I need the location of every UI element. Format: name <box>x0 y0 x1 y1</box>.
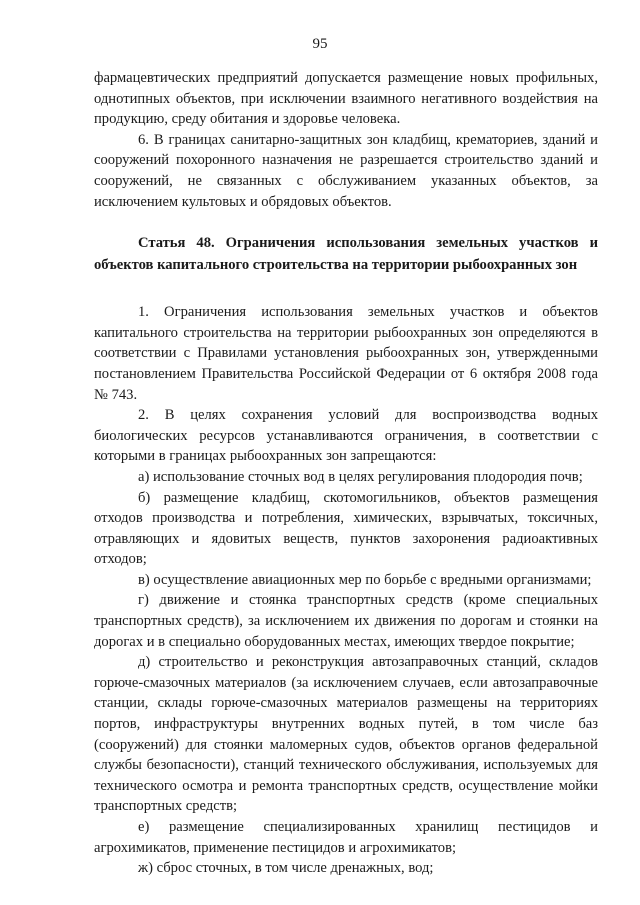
paragraph-item-1: 1. Ограничения использования земельных участков и объектов капитального строительства на территории рыбоохранных зон определяются в соответствии с Правилами установления рыбоохранных зон, утвержденными постановлением Правительства Российской Федерации от 6 октября 2008 года № 743. <box>94 304 598 403</box>
list-item-g: г) движение и стоянка транспортных средств (кроме специальных транспортных средств), за исключением их движения по дорогам и стоянки на дорогах и в специально оборудованных местах, имеющих твердое покрытие; <box>94 592 598 650</box>
paragraph-continuation: фармацевтических предприятий допускается размещение новых профильных, однотипных объектов, при исключении взаимного негативного воздействия на продукцию, среду обитания и здоровье человека. <box>94 70 598 128</box>
list-item-v: в) осуществление авиационных мер по борьбе с вредными организмами; <box>138 571 592 588</box>
paragraph-item-2: 2. В целях сохранения условий для воспроизводства водных биологических ресурсов устанавливаются ограничения, в соответствии с которыми в границах рыбоохранных зон запрещаются: <box>94 407 598 465</box>
list-item-zh: ж) сброс сточных, в том числе дренажных, вод; <box>138 860 434 877</box>
list-item-a: а) использование сточных вод в целях регулирования плодородия почв; <box>138 468 583 485</box>
paragraph-item-6: 6. В границах санитарно-защитных зон кладбищ, крематориев, зданий и сооружений похоронного назначения не разрешается строительство зданий и сооружений, не связанных с обслуживанием указанных объектов, за исключением культовых и обрядовых объектов. <box>94 131 598 210</box>
document-body <box>94 68 598 879</box>
list-item-e: е) размещение специализированных хранилищ пестицидов и агрохимикатов, применение пестицидов и агрохимикатов; <box>94 819 598 856</box>
list-item-d: д) строительство и реконструкция автозаправочных станций, складов горюче-смазочных материалов (за исключением случаев, если автозаправочные станции, склады горюче-смазочных материалов размещены на территориях портов, инфраструктуры внутренних водных путей, в том числе баз (сооружений) для стоянки маломерных судов, объектов органов федеральной службы безопасности), станций технического обслуживания, используемых для технического осмотра и ремонта транспортных средств, осуществление мойки транспортных средств; <box>94 654 598 815</box>
article-48-heading: Статья 48. Ограничения использования земельных участков и объектов капитального строительства на территории рыбоохранных зон <box>94 235 598 274</box>
list-item-b: б) размещение кладбищ, скотомогильников, объектов размещения отходов производства и потребления, химических, взрывчатых, токсичных, отравляющих и ядовитых веществ, пунктов захоронения радиоактивных отходов; <box>94 489 598 568</box>
page-number: 95 <box>312 36 328 52</box>
